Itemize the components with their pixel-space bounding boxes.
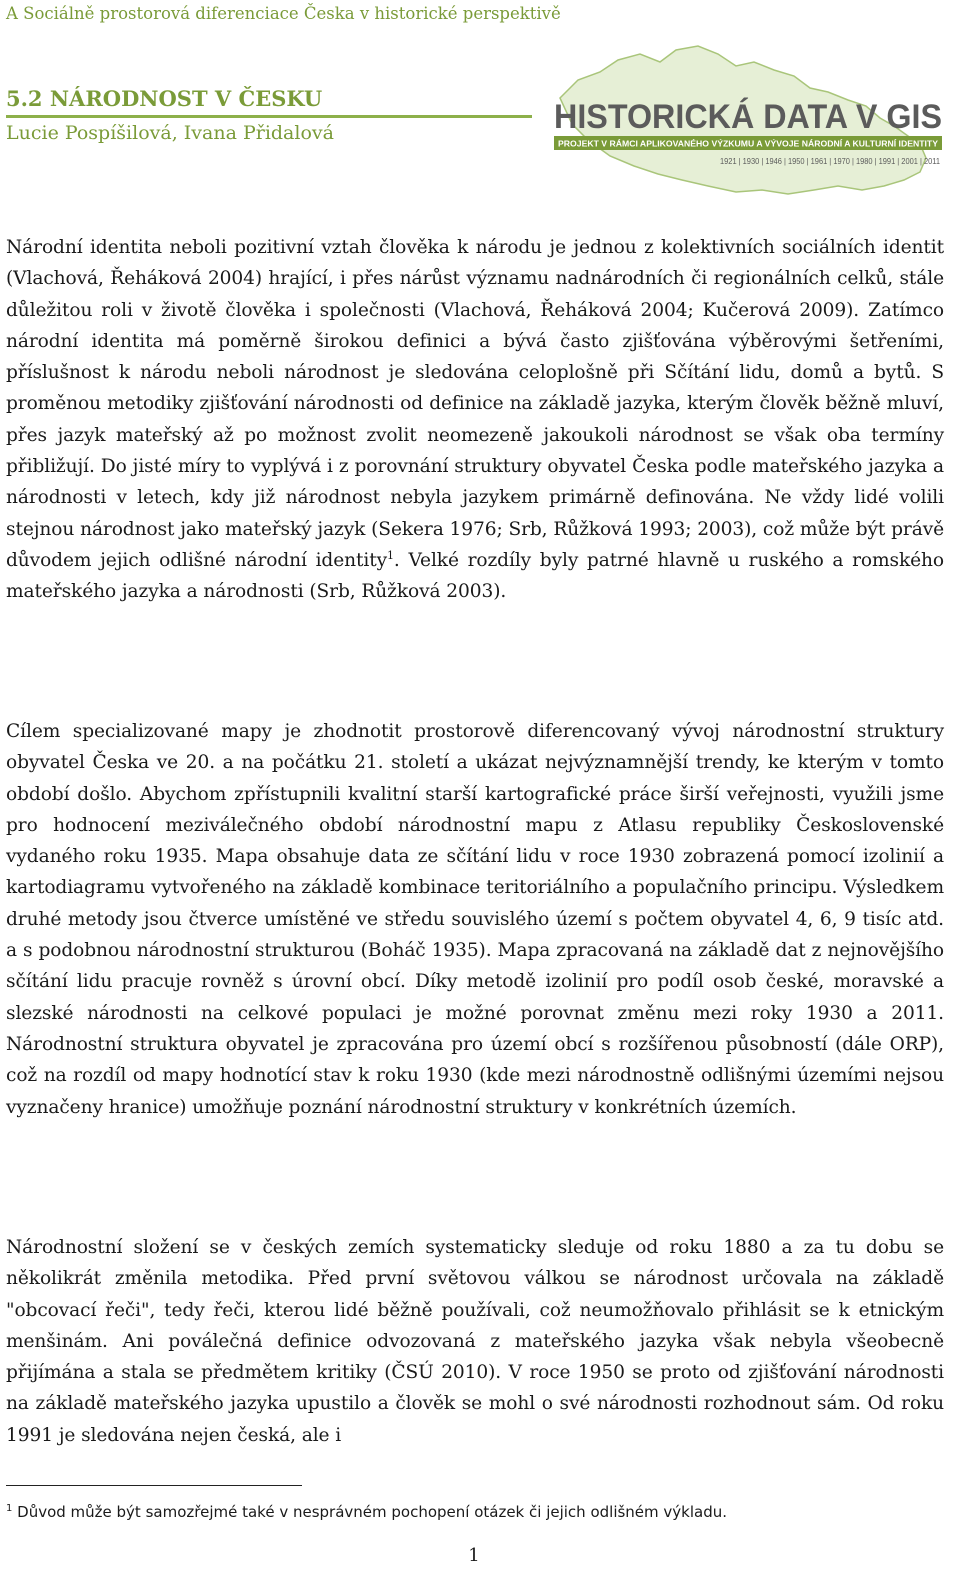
logo-years: 1921 | 1930 | 1946 | 1950 | 1961 | 1970 | 1980 | 1991 | 2001 | 2011 <box>720 156 941 166</box>
paragraph-3: Národnostní složení se v českých zemích systematicky sleduje od roku 1880 a za tu dobu se několikrát změnila metodika. Před první světovou válkou se národnost určovala na základě "obcovací řeči", tedy řeči, kterou lidé běžně používali, což neumožňovalo přihlásit se k etnickým menšinám. Ani poválečná definice odvozovaná z mateřského jazyka však nebyla všeobecně přijímána a stala se předmětem kritiky (ČSÚ 2010). V roce 1950 se proto od zjišťování národnosti na základě mateřského jazyka upustilo a člověk se mohl o své národnosti rozhodnout sám. Od roku 1991 je sledována nejen česká, ale i <box>6 1237 944 1446</box>
footnote <box>6 1502 944 1522</box>
paragraph-1-text: Národní identita neboli pozitivní vztah člověka k národu je jednou z kolektivních sociálních identit (Vlachová, Řeháková 2004) hrající, i přes nárůst významu nadnárodních či regionálních celků, stále důležitou roli v životě člověka i společnosti (Vlachová, Řeháková 2004; Kučerová 2009). Zatímco národní identita má poměrně širokou definici a bývá často zjišťována výběrovými šetřeními, příslušnost k národu neboli národnost je sledována celoplošně při Sčítání lidu, domů a bytů. S proměnou metodiky zjišťování národnosti od definice na základě jazyka, kterým člověk běžně mluví, přes jazyk mateřský až po možnost zvolit neomezeně jakoukoli národnost se však oba termíny přibližují. Do jisté míry to vyplývá i z porovnání struktury obyvatel Česka podle mateřského jazyka a národnosti v letech, kdy již národnost nebyla jazykem primárně definována. Ne vždy lidé volili stejnou národnost jako mateřský jazyk (Sekera 1976; Srb, Růžková 1993; 2003), což může být právě důvodem jejich odlišné národní identity <box>6 237 944 571</box>
footnote-reference[interactable]: 1 <box>387 548 394 562</box>
footnote-text: Důvod může být samozřejmé také v nesprávném pochopení otázek či jejich odlišném výkladu. <box>12 1503 728 1521</box>
section-title: 5.2 NÁRODNOST V ČESKU <box>6 86 323 111</box>
logo-subtitle: PROJEKT V RÁMCI APLIKOVANÉHO VÝZKUMU A VÝVOJE NÁRODNÍ A KULTURNÍ IDENTITY <box>558 138 932 149</box>
logo-main-text: HISTORICKÁ DATA V GIS <box>554 98 942 136</box>
footnote-mark: 1 <box>6 1503 13 1514</box>
paragraph-1-tail: . Velké rozdíly byly patrné hlavně u ruského a romského mateřského jazyka a národnosti (Srb, Růžková 2003). <box>6 549 944 603</box>
footnote-separator <box>6 1485 302 1486</box>
page-number: 1 <box>468 1545 480 1566</box>
title-underline <box>6 115 532 118</box>
paragraph-1 <box>6 232 944 608</box>
historicka-data-logo <box>548 40 948 200</box>
section-authors: Lucie Pospíšilová, Ivana Přidalová <box>6 122 334 144</box>
paragraph-2: Cílem specializované mapy je zhodnotit prostorově diferencovaný vývoj národnostní struktury obyvatel Česka ve 20. a na počátku 21. století a ukázat nejvýznamnější trendy, ke kterým v tomto období došlo. Abychom zpřístupnili kvalitní starší kartografické práce širší veřejnosti, využili jsme pro hodnocení meziválečného období národnostní mapu z Atlasu republiky Československé vydaného roku 1935. Mapa obsahuje data ze sčítání lidu v roce 1930 zobrazená pomocí izolinií a kartodiagramu vytvořeného na základě kombinace teritoriálního a populačního principu. Výsledkem druhé metody jsou čtverce umístěné ve středu souvislého území s počtem obyvatel 4, 6, 9 tisíc atd. a s podobnou národnostní strukturou (Boháč 1935). Mapa zpracovaná na základě dat z nejnovějšího sčítání lidu pracuje rovněž s úrovní obcí. Díky metodě izolinií pro podíl osob české, moravské a slezské národnosti na celkové populaci je možné porovnat změnu mezi roky 1930 a 2011. Národnostní struktura obyvatel je zpracována pro území obcí s rozšířenou působností (dále ORP), což na rozdíl od mapy hodnotící stav k roku 1930 (kde mezi národnostně odlišnými územími nejsou vyznačeny hranice) umožňuje poznání národnostní struktury v konkrétních územích. <box>6 721 944 1118</box>
running-header: A Sociálně prostorová diferenciace Česka v historické perspektivě <box>6 4 561 23</box>
